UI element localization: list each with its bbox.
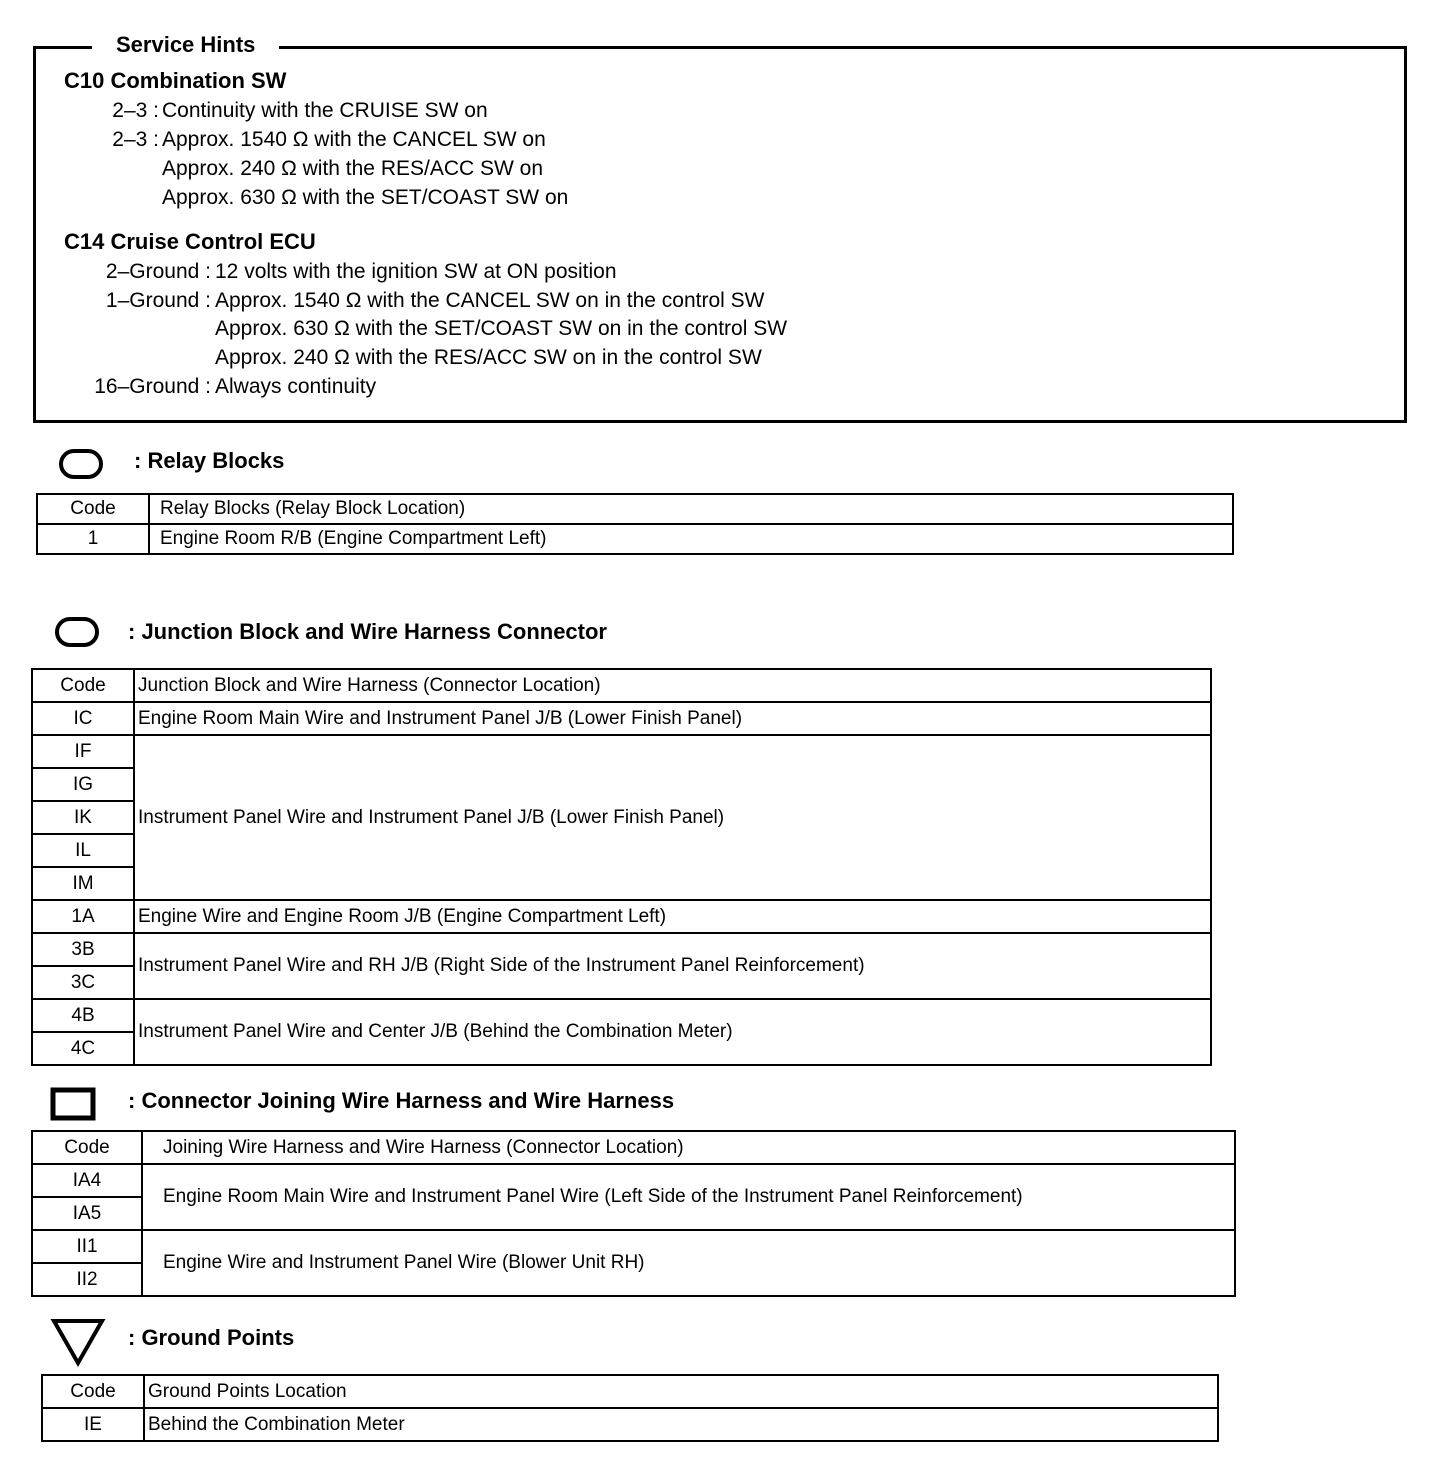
- hint-text: Approx. 630 Ω with the SET/COAST SW on in the control SW: [215, 317, 788, 340]
- row-desc: Instrument Panel Wire and Center J/B (Behind the Combination Meter): [134, 999, 1211, 1065]
- row-desc: Engine Room Main Wire and Instrument Panel Wire (Left Side of the Instrument Panel Reinforcement): [142, 1164, 1235, 1230]
- hint-text: Approx. 630 Ω with the SET/COAST SW on: [162, 186, 569, 209]
- header-desc: Junction Block and Wire Harness (Connector Location): [134, 669, 1211, 702]
- section-heading-c14: C14 Cruise Control ECU: [64, 229, 316, 254]
- hint-text: Approx. 1540 Ω with the CANCEL SW on in the control SW: [215, 289, 765, 312]
- hint-text: Approx. 240 Ω with the RES/ACC SW on: [162, 157, 544, 180]
- ground-point-symbol-icon: [50, 1318, 106, 1368]
- row-desc: Engine Room Main Wire and Instrument Panel J/B (Lower Finish Panel): [134, 702, 1211, 735]
- hint-term: 2–Ground :: [105, 260, 211, 283]
- section-heading-c10: C10 Combination SW: [64, 68, 287, 93]
- hint-text: Approx. 1540 Ω with the CANCEL SW on: [162, 128, 546, 151]
- table-header-row: [32, 1131, 1235, 1164]
- row-code: 3B: [32, 933, 134, 966]
- connectors-table: [31, 1130, 1236, 1297]
- junction-blocks-title: : Junction Block and Wire Harness Connector: [128, 619, 607, 644]
- table-header-row: [32, 669, 1211, 702]
- table-header-row: [42, 1375, 1218, 1408]
- hint-term: 1–Ground :: [105, 289, 211, 312]
- row-code: IC: [32, 702, 134, 735]
- relay-blocks-table: [36, 493, 1234, 555]
- service-hints-title: Service Hints: [92, 30, 279, 60]
- header-code: Code: [42, 1375, 144, 1408]
- row-code: II2: [32, 1263, 142, 1296]
- row-code: 1: [37, 524, 149, 554]
- row-code: IG: [32, 768, 134, 801]
- row-code: 4C: [32, 1032, 134, 1065]
- row-code: IK: [32, 801, 134, 834]
- row-code: IM: [32, 867, 134, 900]
- table-row: [32, 1164, 1235, 1197]
- table-row: [32, 702, 1211, 735]
- row-code: II1: [32, 1230, 142, 1263]
- header-code: Code: [32, 669, 134, 702]
- row-code: 3C: [32, 966, 134, 999]
- row-desc: Behind the Combination Meter: [144, 1408, 1218, 1441]
- table-row: [32, 735, 1211, 768]
- table-row: [42, 1408, 1218, 1441]
- row-code: 4B: [32, 999, 134, 1032]
- hint-term: 2–3 :: [112, 99, 159, 122]
- row-desc: Instrument Panel Wire and Instrument Panel J/B (Lower Finish Panel): [134, 735, 1211, 900]
- relay-block-symbol-icon: [58, 448, 106, 482]
- relay-blocks-title: : Relay Blocks: [134, 448, 285, 473]
- row-desc: Engine Room R/B (Engine Compartment Left): [149, 524, 1233, 554]
- row-code: IA4: [32, 1164, 142, 1197]
- ground-points-title: : Ground Points: [128, 1325, 295, 1350]
- header-desc: Ground Points Location: [144, 1375, 1218, 1408]
- table-row: [32, 900, 1211, 933]
- junction-block-symbol-icon: [54, 616, 102, 650]
- row-desc: Instrument Panel Wire and RH J/B (Right Side of the Instrument Panel Reinforcement): [134, 933, 1211, 999]
- row-desc: Engine Wire and Instrument Panel Wire (Blower Unit RH): [142, 1230, 1235, 1296]
- row-code: 1A: [32, 900, 134, 933]
- header-code: Code: [32, 1131, 142, 1164]
- row-code: IE: [42, 1408, 144, 1441]
- header-desc: Relay Blocks (Relay Block Location): [149, 494, 1233, 524]
- table-row: [37, 524, 1233, 554]
- row-code: IF: [32, 735, 134, 768]
- row-code: IA5: [32, 1197, 142, 1230]
- row-code: IL: [32, 834, 134, 867]
- hint-text: Approx. 240 Ω with the RES/ACC SW on in the control SW: [215, 346, 762, 369]
- hint-text: 12 volts with the ignition SW at ON position: [215, 260, 617, 283]
- connector-symbol-icon: [50, 1087, 96, 1121]
- hint-term: 16–Ground :: [94, 375, 211, 398]
- header-desc: Joining Wire Harness and Wire Harness (Connector Location): [142, 1131, 1235, 1164]
- table-row: [32, 1230, 1235, 1263]
- junction-blocks-table: [31, 668, 1212, 1066]
- table-header-row: [37, 494, 1233, 524]
- hint-text: Always continuity: [215, 375, 377, 398]
- header-code: Code: [37, 494, 149, 524]
- connectors-title: : Connector Joining Wire Harness and Wire Harness: [128, 1088, 675, 1113]
- hint-term: 2–3 :: [112, 128, 159, 151]
- table-row: [32, 999, 1211, 1032]
- row-desc: Engine Wire and Engine Room J/B (Engine Compartment Left): [134, 900, 1211, 933]
- ground-points-table: [41, 1374, 1219, 1442]
- hint-text: Continuity with the CRUISE SW on: [162, 99, 488, 122]
- table-row: [32, 933, 1211, 966]
